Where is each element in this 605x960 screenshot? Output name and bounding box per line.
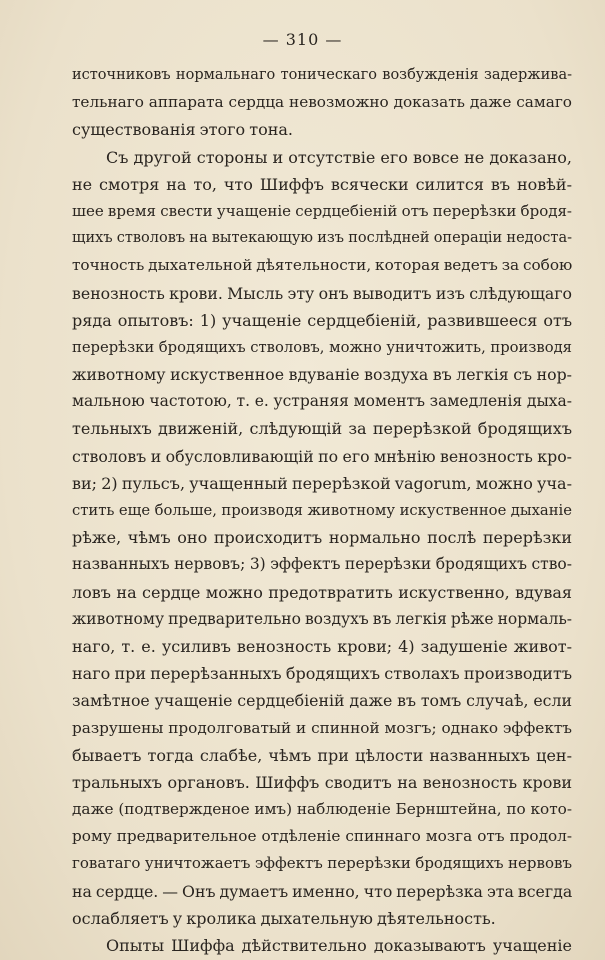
text-line: шее время свести учащеніе сердцебіеній отъ перерѣзки бродя- — [72, 201, 572, 220]
text-line: ряда опытовъ: 1) учащеніе сердцебіеній, развившееся отъ — [72, 310, 572, 330]
text-line: Опыты Шиффа дѣйствительно доказываютъ учащеніе — [106, 936, 572, 955]
text-line: Съ другой стороны и отсутствіе его вовсе не доказано, — [106, 147, 572, 167]
text-line: наго, т. е. усиливъ венозность крови; 4) задушеніе живот- — [72, 636, 572, 656]
text-line: тральныхъ органовъ. Шиффъ сводитъ на венозность крови — [72, 772, 572, 792]
text-line: точность дыхательной дѣятельности, которая ведетъ за собою — [72, 256, 573, 275]
text-line: ловъ на сердце можно предотвратить искуственно, вдувая — [72, 582, 572, 602]
text-line: ослабляетъ у кролика дыхательную дѣятельность. — [72, 908, 496, 928]
text-line: замѣтное учащеніе сердцебіеній даже въ томъ случаѣ, если — [72, 691, 572, 711]
text-line: бываетъ тогда слабѣе, чѣмъ при цѣлости названныхъ цен- — [72, 745, 572, 765]
text-line: ви; 2) пульсъ, учащенный перерѣзкой vagorum, можно уча- — [72, 473, 572, 493]
text-line: названныхъ нервовъ; 3) эффектъ перерѣзки бродящихъ ство- — [72, 555, 572, 574]
text-line: существованія этого тона. — [72, 120, 293, 140]
text-line: мальною частотою, т. е. устраняя моментъ замедленія дыха- — [72, 392, 572, 411]
text-line: стволовъ и обусловливающій по его мнѣнію венозность кро- — [72, 446, 572, 466]
text-line: венозность крови. Мысль эту онъ выводитъ изъ слѣдующаго — [72, 283, 572, 303]
text-line: на сердце. — Онъ думаетъ именно, что перерѣзка эта всегда — [72, 881, 573, 901]
text-line: животному предварительно воздухъ въ легкія рѣже нормаль- — [72, 609, 572, 628]
text-line: рѣже, чѣмъ оно происходитъ нормально послѣ перерѣзки — [72, 528, 572, 548]
page-number: — 310 — — [262, 30, 343, 49]
text-line: тельныхъ движеній, слѣдующій за перерѣзкой бродящихъ — [72, 419, 572, 439]
text-line: говатаго уничтожаетъ эффектъ перерѣзки бродящихъ нервовъ — [72, 854, 572, 873]
text-line: стить еще больше, производя животному искуственное дыханіе — [72, 502, 572, 519]
text-line: даже (подтвержденое имъ) наблюденіе Бернштейна, по кото- — [72, 800, 572, 819]
text-line: щихъ стволовъ на вытекающую изъ послѣдней операціи недоста- — [72, 230, 572, 247]
text-line: не смотря на то, что Шиффъ всячески силится въ новѣй- — [72, 174, 572, 194]
text-line: перерѣзки бродящихъ стволовъ, можно уничтожить, производя — [72, 338, 572, 356]
text-line: животному искуственное вдуваніе воздуха въ легкія съ нор- — [72, 365, 572, 385]
text-line: тельнаго аппарата сердца невозможно доказать даже самаго — [72, 93, 572, 112]
text-line: источниковъ нормальнаго тоническаго возбужденія задержива- — [72, 67, 572, 83]
text-body — [72, 62, 572, 959]
text-line: наго при перерѣзанныхъ бродящихъ стволахъ производитъ — [72, 664, 572, 684]
text-line: рому предварительное отдѣленіе спиннаго мозга отъ продол- — [72, 827, 572, 846]
text-line: разрушены продолговатый и спинной мозгъ; однако эффектъ — [72, 718, 572, 737]
